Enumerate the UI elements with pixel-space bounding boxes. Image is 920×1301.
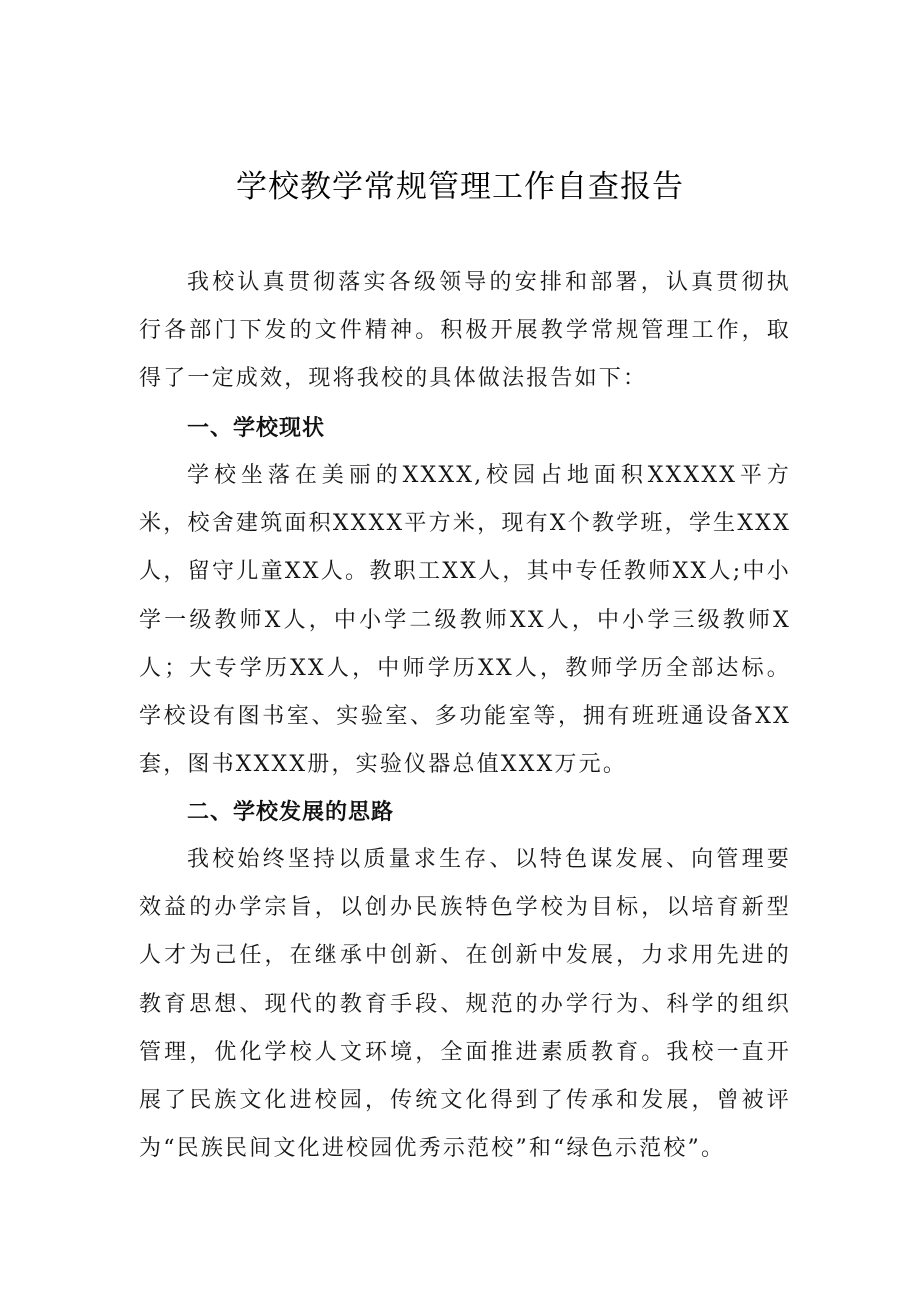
section-body-school-status: 学校坐落在美丽的XXXX,校园占地面积XXXXX平方米，校舍建筑面积XXXX平方米，现有X个教学班，学生XXX人，留守儿童XX人。教职工XX人，其中专任教师XX人;中小学一级教师X人，中小学二级教师XX人，中小学三级教师X人；大专学历XX人，中师学历XX人，教师学历全部达标。学校设有图书室、实验室、多功能室等，拥有班班通设备XX套，图书XXXX册，实验仪器总值XXX万元。 [139,463,791,778]
section-heading-development-ideas: 二、学校发展的思路 [187,800,395,825]
section-body-development-ideas: 我校始终坚持以质量求生存、以特色谋发展、向管理要效益的办学宗旨，以创办民族特色学校为目标，以培育新型人才为己任，在继承中创新、在创新中发展，力求用先进的教育思想、现代的教育手段、规范的办学行为、科学的组织管理，优化学校人文环境，全面推进素质教育。我校一直开展了民族文化进校园，传统文化得到了传承和发展，曾被评为“民族民间文化进校园优秀示范校”和“绿色示范校”。 [139,847,791,1162]
intro-paragraph: 我校认真贯彻落实各级领导的安排和部署，认真贯彻执行各部门下发的文件精神。积极开展教学常规管理工作，取得了一定成效，现将我校的具体做法报告如下： [139,270,791,392]
section-heading-school-status: 一、学校现状 [187,416,326,441]
document-title: 学校教学常规管理工作自查报告 [236,169,684,205]
